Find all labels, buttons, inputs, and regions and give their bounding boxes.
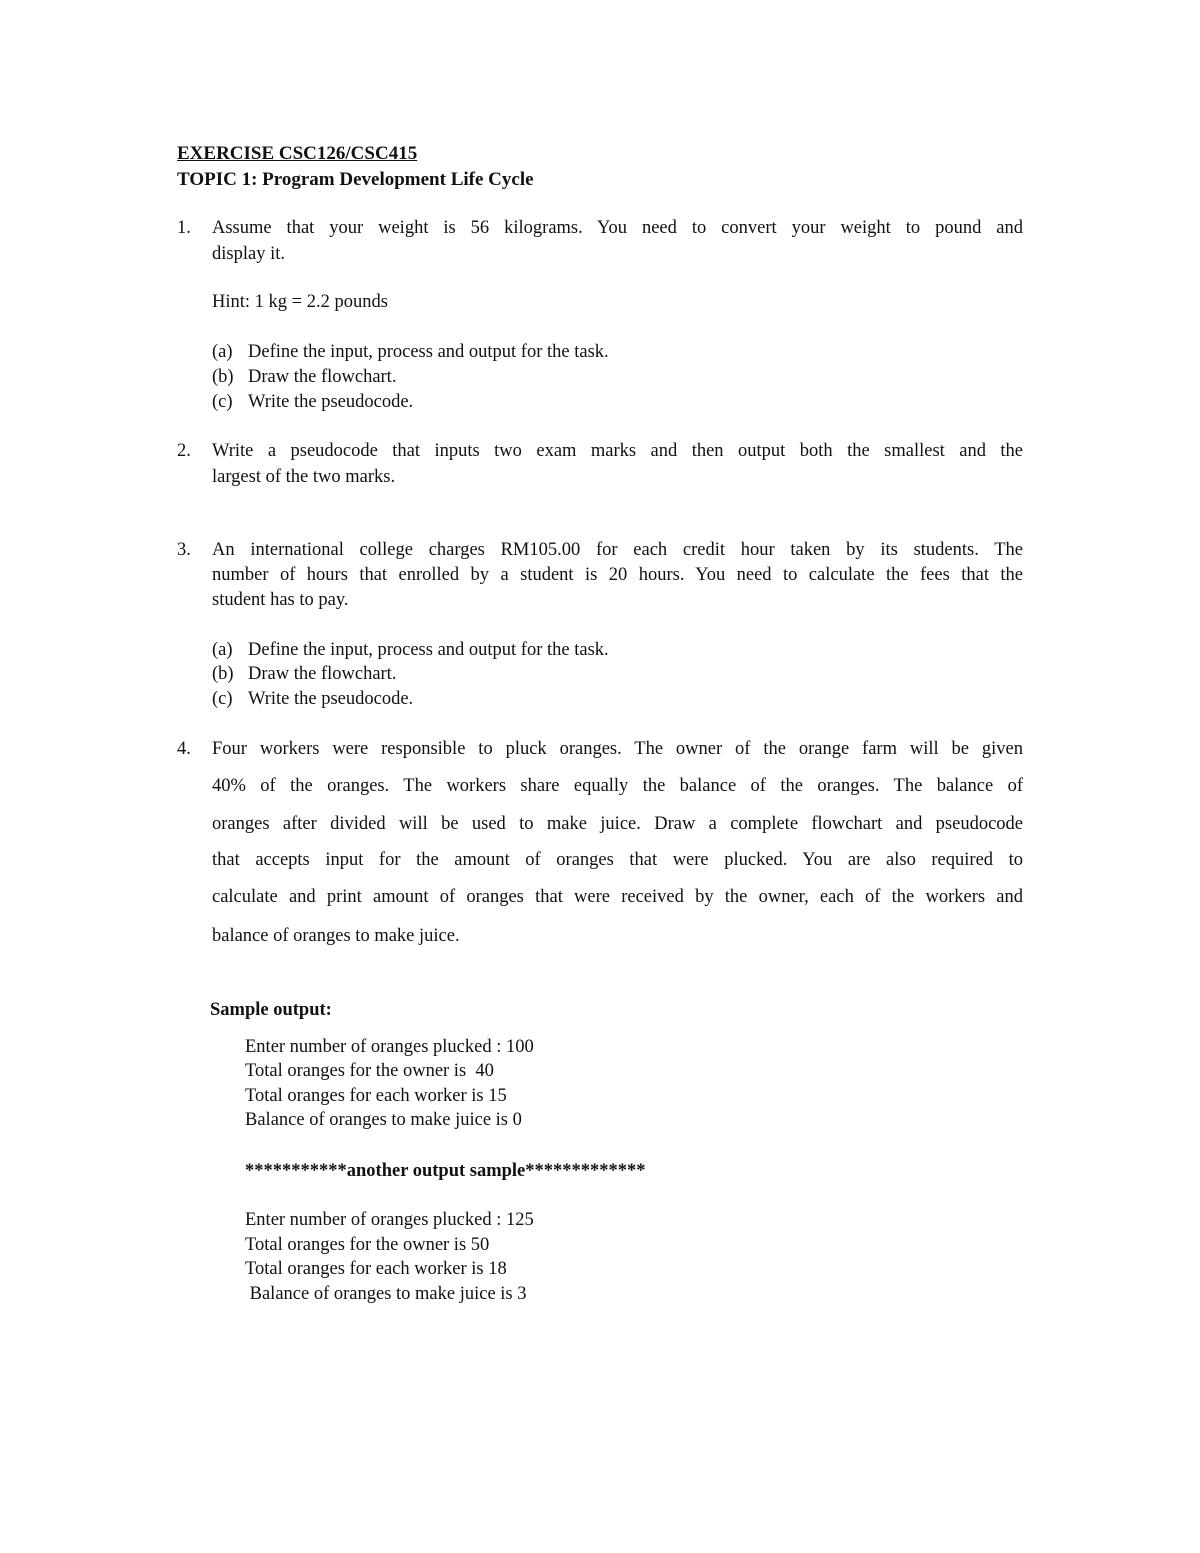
question-text-line: calculate and print amount of oranges that were received by the owner, each of the workers and xyxy=(212,887,1023,907)
sample-separator: ***********another output sample************* xyxy=(245,1161,646,1181)
question-text-line: that accepts input for the amount of oranges that were plucked. You are also required to xyxy=(212,850,1023,870)
question-text-line: student has to pay. xyxy=(212,590,349,610)
question-text-line: oranges after divided will be used to make juice. Draw a complete flowchart and pseudocode xyxy=(212,814,1023,834)
part-text: Define the input, process and output for the task. xyxy=(248,640,609,660)
topic-heading: TOPIC 1: Program Development Life Cycle xyxy=(177,169,534,190)
sample-line: Balance of oranges to make juice is 3 xyxy=(245,1284,527,1304)
sample-line: Enter number of oranges plucked : 125 xyxy=(245,1210,534,1230)
question-text-line: display it. xyxy=(212,244,285,264)
part-label: (a) xyxy=(212,342,233,362)
sample-line: Balance of oranges to make juice is 0 xyxy=(245,1110,522,1130)
question-text-line: Write a pseudocode that inputs two exam marks and then output both the smallest and the xyxy=(212,441,1023,461)
question-number: 1. xyxy=(177,218,191,238)
sample-line: Total oranges for the owner is 40 xyxy=(245,1061,494,1081)
sample-output-heading: Sample output: xyxy=(210,1000,332,1020)
question-text-line: Assume that your weight is 56 kilograms. You need to convert your weight to pound and xyxy=(212,218,1023,238)
question-text-line: Four workers were responsible to pluck oranges. The owner of the orange farm will be given xyxy=(212,739,1023,759)
sample-line: Total oranges for each worker is 15 xyxy=(245,1086,507,1106)
part-label: (c) xyxy=(212,392,233,412)
sample-line: Total oranges for the owner is 50 xyxy=(245,1235,490,1255)
question-number: 4. xyxy=(177,739,191,759)
part-label: (b) xyxy=(212,664,234,684)
question-number: 2. xyxy=(177,441,191,461)
sample-line: Total oranges for each worker is 18 xyxy=(245,1259,507,1279)
document-title: EXERCISE CSC126/CSC415 xyxy=(177,143,418,164)
question-text-line: largest of the two marks. xyxy=(212,467,396,487)
part-text: Write the pseudocode. xyxy=(248,392,414,412)
sample-line: Enter number of oranges plucked : 100 xyxy=(245,1037,534,1057)
question-text-line: balance of oranges to make juice. xyxy=(212,926,460,946)
question-number: 3. xyxy=(177,540,191,560)
part-text: Draw the flowchart. xyxy=(248,664,397,684)
part-label: (b) xyxy=(212,367,234,387)
part-text: Write the pseudocode. xyxy=(248,689,414,709)
part-label: (c) xyxy=(212,689,233,709)
question-text-line: An international college charges RM105.00 for each credit hour taken by its students. The xyxy=(212,540,1023,560)
part-text: Define the input, process and output for the task. xyxy=(248,342,609,362)
part-label: (a) xyxy=(212,640,233,660)
part-text: Draw the flowchart. xyxy=(248,367,397,387)
hint-text: Hint: 1 kg = 2.2 pounds xyxy=(212,292,388,312)
question-text-line: number of hours that enrolled by a student is 20 hours. You need to calculate the fees that the xyxy=(212,565,1023,585)
question-text-line: 40% of the oranges. The workers share equally the balance of the oranges. The balance of xyxy=(212,776,1023,796)
